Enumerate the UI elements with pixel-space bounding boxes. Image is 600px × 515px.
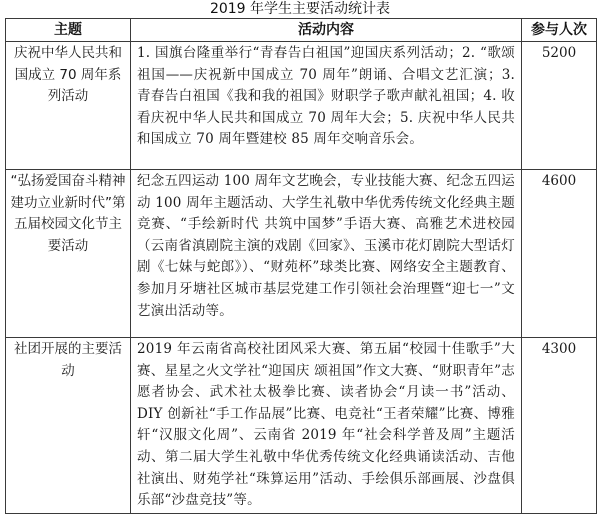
- topic-cell: “弘扬爱国奋斗精神 建功立业新时代”第五届校园文化节主要活动: [6, 170, 131, 338]
- table-header-row: [6, 19, 597, 42]
- header-participants: 参与人次: [522, 19, 597, 42]
- activity-statistics-table: [5, 18, 597, 514]
- content-cell: 2019 年云南省高校社团风采大赛、第五届“校园十佳歌手”大赛、星星之火文学社“迎国庆 颂祖国”作文大赛、“财职青年”志愿者协会、武术社太极拳比赛、读者协会“月读一书”活动、DIY 创新社“手工作品展”比赛、电竞社“王者荣耀”比赛、博雅轩“汉服文化周”、云南省 2019 年“社会科学普及周”主题活动、第二届大学生礼敬中华优秀传统文化经典诵读活动、吉他社演出、财苑学社“珠算运用”活动、手绘俱乐部画展、沙盘俱乐部“沙盘竞技”等。: [131, 338, 522, 514]
- table-row: [6, 42, 597, 170]
- content-cell: 1. 国旗台隆重举行“青春告白祖国”迎国庆系列活动；2. “歌颂祖国——庆祝新中国成立 70 周年”朗诵、合唱文艺汇演；3. 青春告白祖国《我和我的祖国》财职学子歌声献礼祖国；4. 收看庆祝中华人民共和国成立 70 周年大会；5. 庆祝中华人民共和国成立 70 周年暨建校 85 周年交响音乐会。: [131, 42, 522, 170]
- topic-cell: 庆祝中华人民共和国成立 70 周年系列活动: [6, 42, 131, 170]
- participants-cell: 5200: [522, 42, 597, 170]
- table-row: [6, 170, 597, 338]
- table-title: 2019 年学生主要活动统计表: [209, 1, 391, 17]
- header-topic: 主题: [6, 19, 131, 42]
- table-row: [6, 338, 597, 514]
- content-cell: 纪念五四运动 100 周年文艺晚会，专业技能大赛、纪念五四运动 100 周年主题活动、大学生礼敬中华优秀传统文化经典主题竞赛、“手绘新时代 共筑中国梦”手语大赛、高雅艺术进校园（云南省滇剧院主演的戏剧《回家》、玉溪市花灯剧院大型话灯剧《七妹与蛇郎》）、“财苑杯”球类比赛、网络安全主题教育、参加月牙塘社区城市基层党建工作引领社会治理暨“迎七一”文艺演出活动等。: [131, 170, 522, 338]
- participants-cell: 4300: [522, 338, 597, 514]
- participants-cell: 4600: [522, 170, 597, 338]
- header-content: 活动内容: [131, 19, 522, 42]
- topic-cell: 社团开展的主要活动: [6, 338, 131, 514]
